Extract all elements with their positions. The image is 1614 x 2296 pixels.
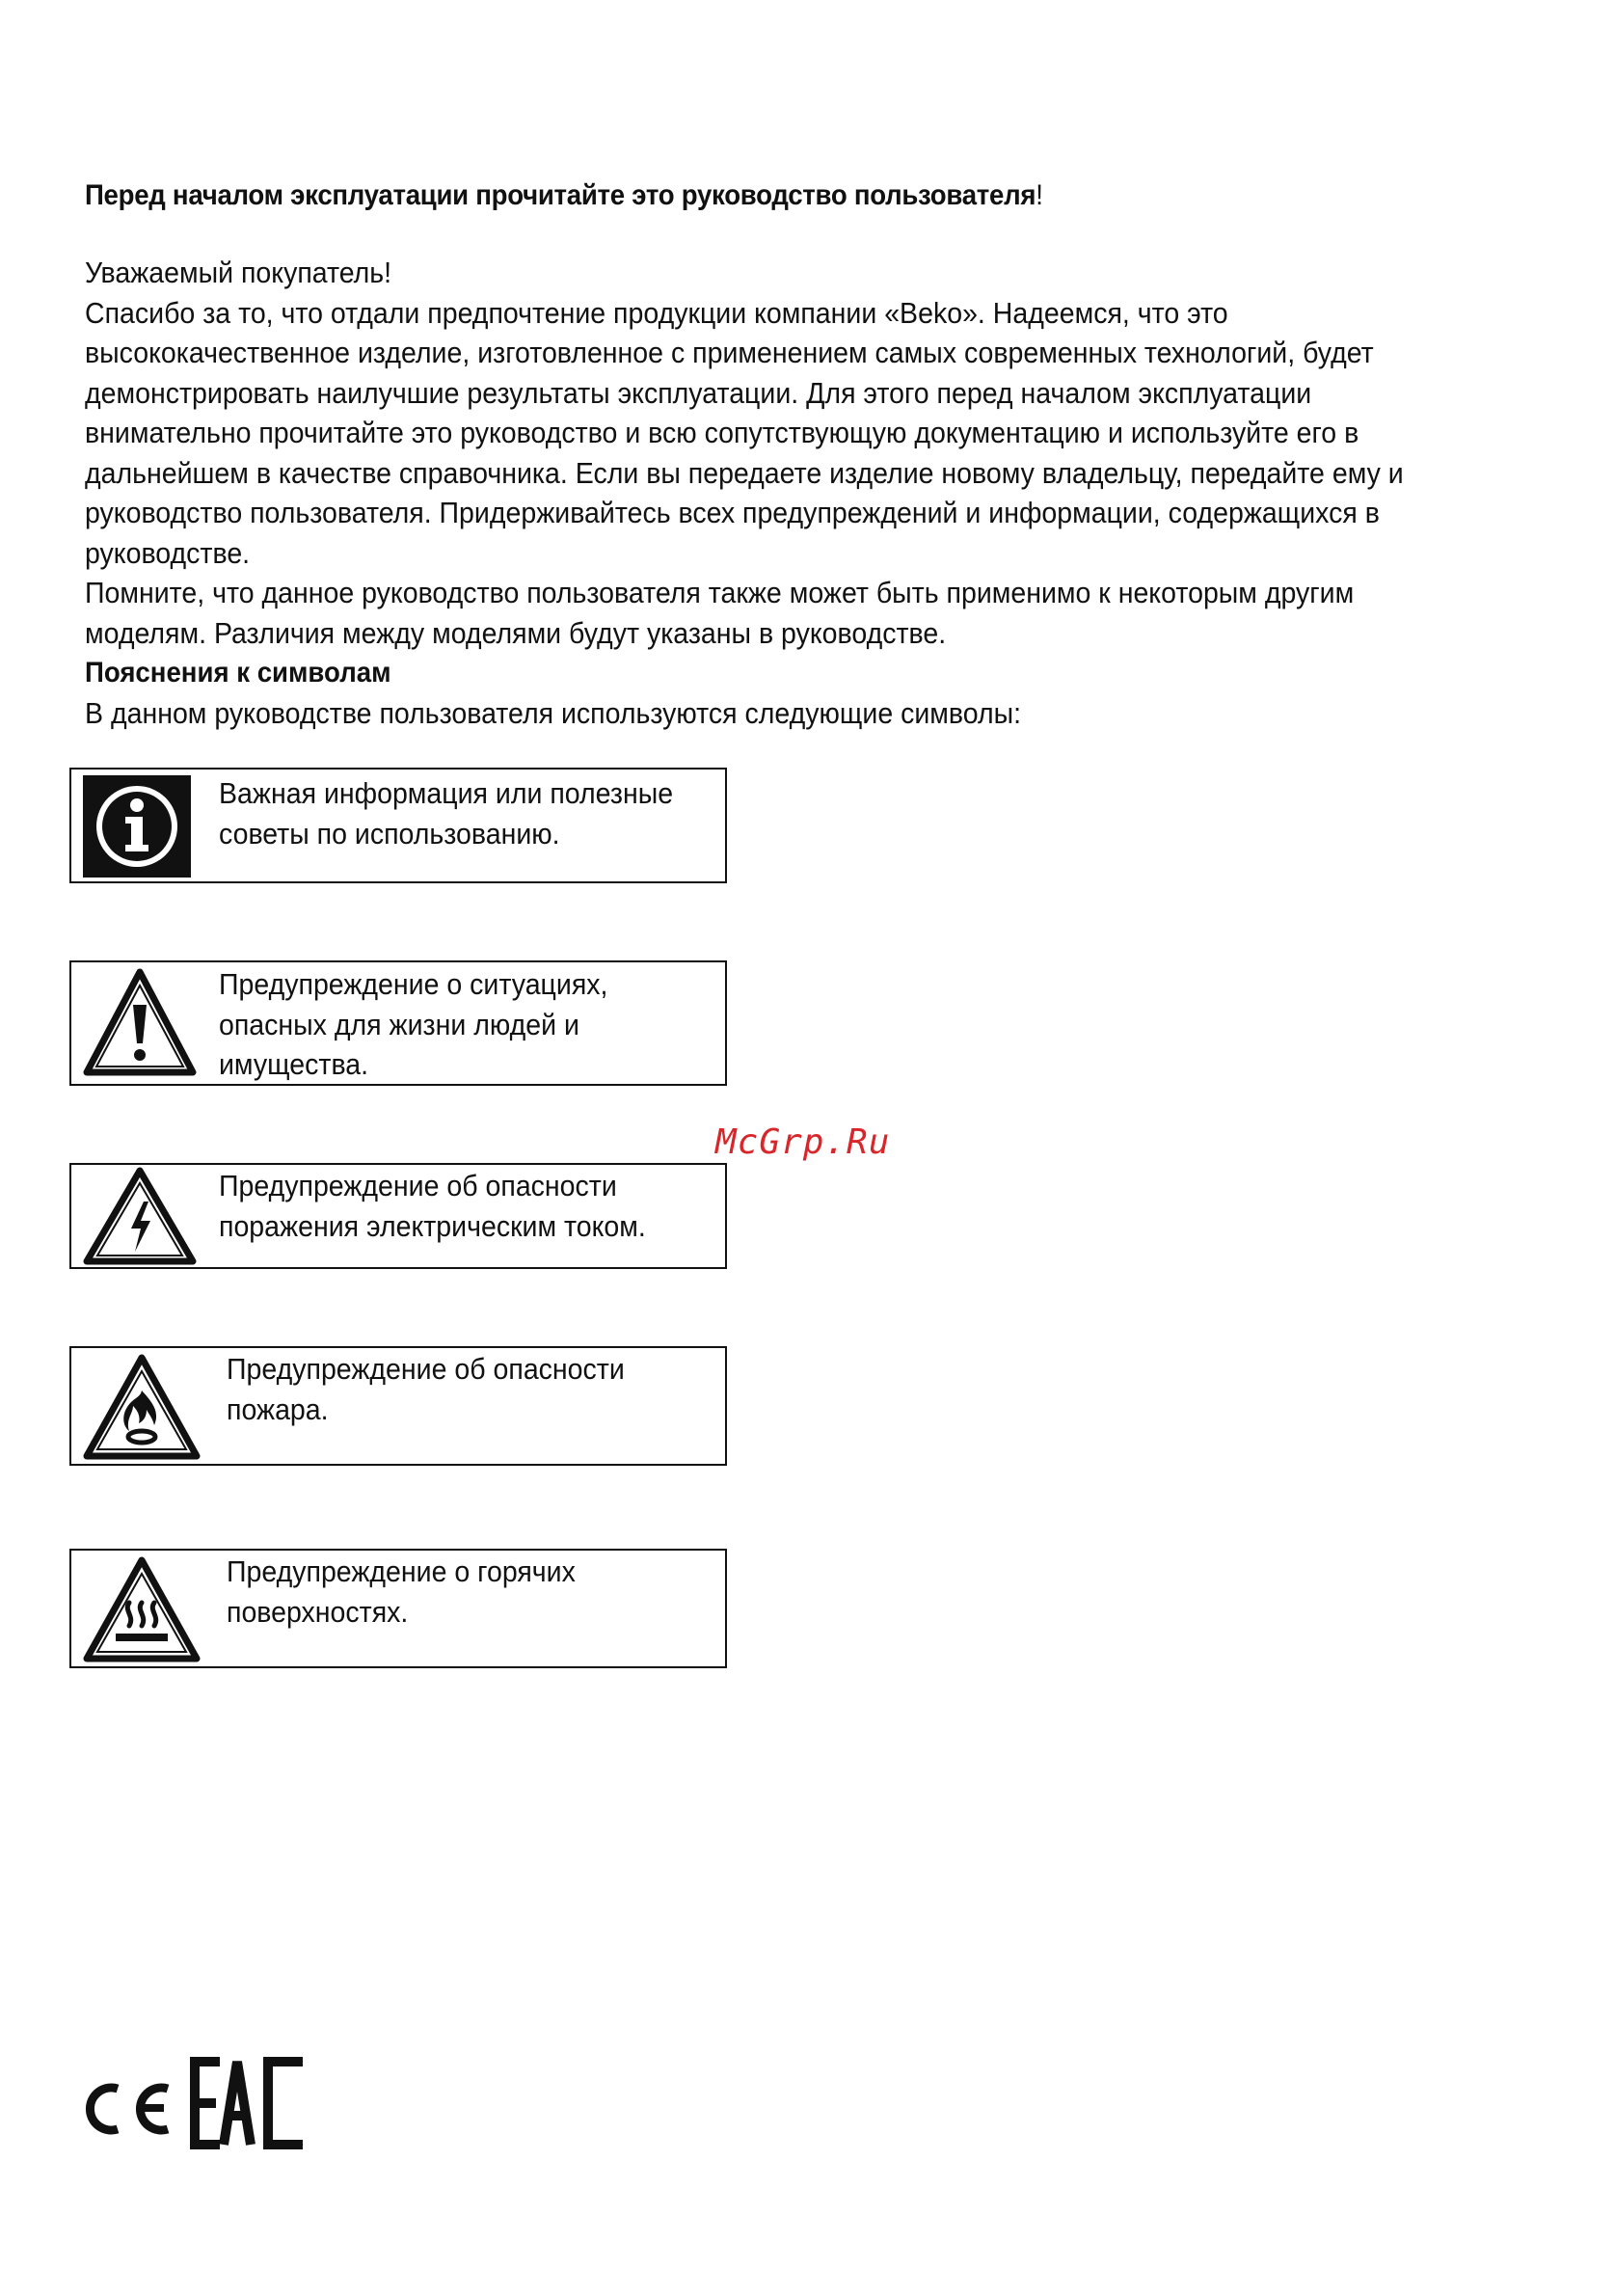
watermark: McGrp.Ru <box>715 1122 891 1162</box>
symbol-description: Предупреждение об опасности пожара. <box>227 1352 625 1426</box>
symbol-description: Предупреждение об опасности поражения электрическим током. <box>219 1169 646 1243</box>
intro-line: высококачественное изделие, изготовленное с применением самых современных технологий, будет <box>85 336 1374 369</box>
certification-marks <box>79 2056 310 2157</box>
info-icon <box>83 775 191 882</box>
symbols-heading: Пояснения к символам <box>85 657 391 689</box>
intro-line: демонстрировать наилучшие результаты эксплуатации. Для этого перед началом эксплуатации <box>85 375 1312 410</box>
intro-text <box>85 253 1521 653</box>
symbol-description: Предупреждение о горячих поверхностях. <box>227 1554 576 1629</box>
hot-surface-icon <box>83 1556 201 1669</box>
symbol-box-warning <box>69 960 727 1086</box>
intro-line: Помните, что данное руководство пользователя также может быть применимо к некоторым другим <box>85 576 1355 609</box>
symbol-box-fire <box>69 1346 727 1466</box>
symbol-description: Важная информация или полезные советы по использованию. <box>219 776 674 851</box>
electric-shock-icon <box>83 1167 197 1272</box>
intro-line: Спасибо за то, что отдали предпочтение продукции компании «Beko». Надеемся, что это <box>85 295 1228 330</box>
symbols-intro: В данном руководстве пользователя используются следующие символы: <box>85 696 1022 730</box>
intro-line: руководстве. <box>85 535 251 570</box>
warning-icon <box>83 966 197 1085</box>
intro-line: внимательно прочитайте это руководство и всю сопутствующую документацию и используйте его в <box>85 416 1359 449</box>
intro-line: Уважаемый покупатель! <box>85 256 392 289</box>
intro-line: дальнейшем в качестве справочника. Если вы передаете изделие новому владельцу, передайте ему и <box>85 455 1404 490</box>
symbol-box-info <box>69 768 727 883</box>
fire-icon <box>83 1354 201 1467</box>
intro-line: руководство пользователя. Придерживайтесь всех предупреждений и информации, содержащихся в <box>85 496 1380 529</box>
eac-mark <box>195 2062 303 2145</box>
symbol-box-hot-surface <box>69 1549 727 1668</box>
symbol-description: Предупреждение о ситуациях, опасных для жизни людей и имущества. <box>219 967 608 1081</box>
symbol-box-electric <box>69 1163 727 1269</box>
intro-line: моделям. Различия между моделями будут указаны в руководстве. <box>85 615 947 650</box>
ce-mark <box>90 2088 168 2130</box>
page-title: Перед началом эксплуатации прочитайте это руководство пользователя! <box>85 179 1043 211</box>
